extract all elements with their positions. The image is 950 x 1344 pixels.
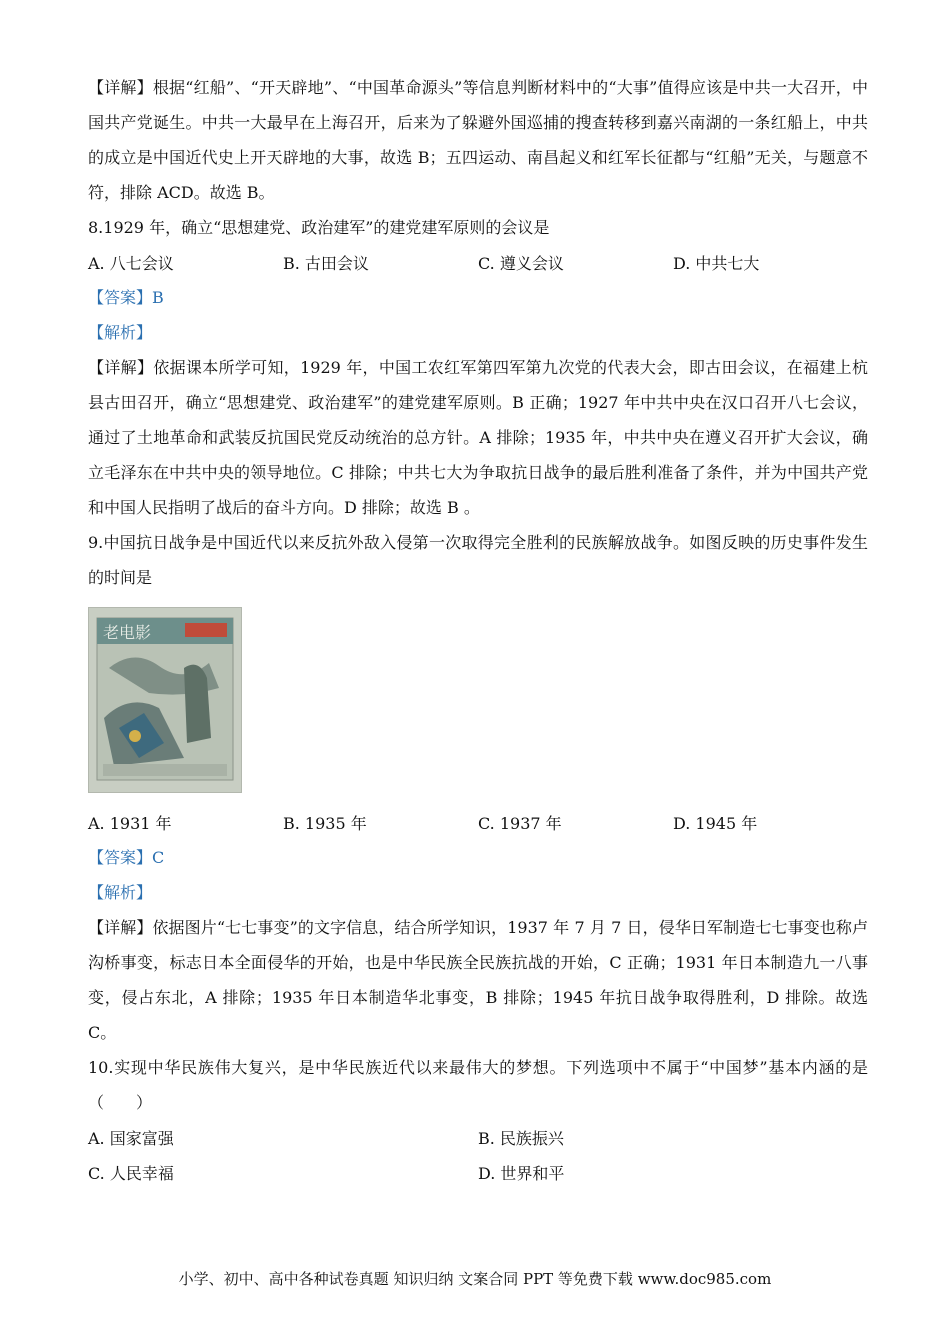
page-footer: 小学、初中、高中各种试卷真题 知识归纳 文案合同 PPT 等免费下载 www.doc985.com	[178, 1270, 772, 1288]
option: D. 中共七大	[673, 254, 760, 273]
section-label: 【答案】C	[88, 848, 165, 867]
option: C. 遵义会议	[478, 254, 564, 273]
section-label: 【解析】	[88, 883, 153, 902]
section-label: 【答案】B	[88, 288, 164, 307]
poster-title: 老电影	[103, 623, 152, 642]
section-label: 【解析】	[88, 323, 153, 342]
poster-image	[88, 607, 242, 793]
paragraph: 【详解】根据“红船”、“开天辟地”、“中国革命源头”等信息判断材料中的“大事”值得应该是中共一大召开，中国共产党诞生。中共一大最早在上海召开，后来为了躲避外国巡捕的搜查转移到嘉兴南湖的一条红船上，中共的成立是中国近代史上开天辟地的大事，故选 B；五四运动、南昌起义和红军长征都与“红船”无关，与题意不符，排除 ACD。故选 B。	[88, 78, 868, 202]
option: D. 世界和平	[478, 1164, 565, 1183]
options-row	[88, 1155, 868, 1190]
option: A. 八七会议	[88, 254, 174, 273]
paragraph: 【详解】依据图片“七七事变”的文字信息，结合所学知识，1937 年 7 月 7 日，侵华日军制造七七事变也称卢沟桥事变，标志日本全面侵华的开始，也是中华民族全民族抗战的开始，C 正确；1931 年日本制造九一八事变，侵占东北，A 排除；1935 年日本制造华北事变，B 排除；1945 年抗日战争取得胜利，D 排除。故选 C。	[88, 918, 868, 1042]
document-body	[88, 70, 868, 1190]
option: C. 1937 年	[478, 814, 562, 833]
paragraph: 10.实现中华民族伟大复兴，是中华民族近代以来最伟大的梦想。下列选项中不属于“中国梦”基本内涵的是（ ）	[88, 1058, 868, 1112]
options-row	[88, 805, 868, 840]
option: D. 1945 年	[673, 814, 758, 833]
option: A. 国家富强	[88, 1129, 174, 1148]
paragraph: 9.中国抗日战争是中国近代以来反抗外敌入侵第一次取得完全胜利的民族解放战争。如图反映的历史事件发生的时间是	[88, 533, 868, 587]
options-row	[88, 1120, 868, 1155]
paragraph: 【详解】依据课本所学可知，1929 年，中国工农红军第四军第九次党的代表大会，即古田会议，在福建上杭县古田召开，确立“思想建党、政治建军”的建党建军原则。B 正确；1927 年中共中央在汉口召开八七会议，通过了土地革命和武装反抗国民党反动统治的总方针。A 排除；1935 年，中共中央在遵义召开扩大会议，确立毛泽东在中共中央的领导地位。C 排除；中共七大为争取抗日战争的最后胜利准备了条件，并为中国共产党和中国人民指明了战后的奋斗方向。D 排除；故选 B 。	[88, 358, 868, 517]
option: A. 1931 年	[88, 814, 172, 833]
paragraph: 8.1929 年，确立“思想建党、政治建军”的建党建军原则的会议是	[88, 218, 550, 237]
option: B. 民族振兴	[478, 1129, 564, 1148]
option: C. 人民幸福	[88, 1164, 174, 1183]
option: B. 古田会议	[283, 254, 369, 273]
options-row	[88, 245, 868, 280]
option: B. 1935 年	[283, 814, 367, 833]
